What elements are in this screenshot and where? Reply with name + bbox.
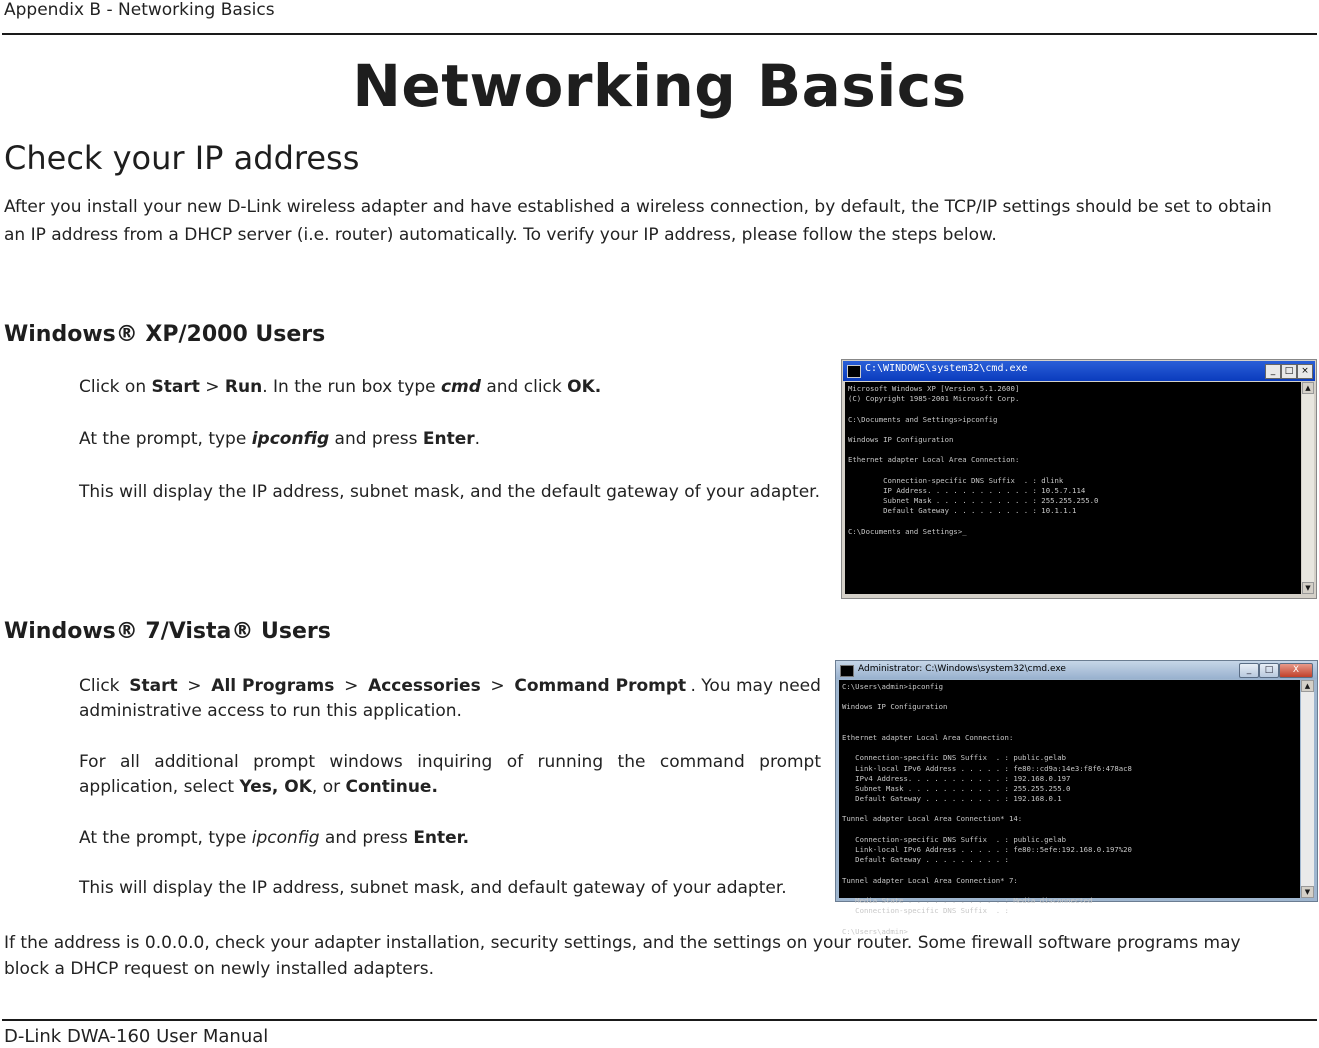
- console-line: (C) Copyright 1985-2001 Microsoft Corp.: [848, 394, 1020, 404]
- console-line: [842, 916, 1300, 926]
- console-line: Connection-specific DNS Suffix . :: [842, 906, 1009, 916]
- vista-window-title: Administrator: C:\Windows\system32\cmd.exe: [858, 664, 1066, 674]
- close-icon: X: [1279, 663, 1313, 678]
- console-line: Subnet Mask . . . . . . . . . . . : 255.255.255.0: [848, 496, 1099, 506]
- vista-step-1: Click Start > All Programs > Accessories > Command Prompt . You may need administrative access to run this application.: [79, 676, 821, 721]
- header-divider: [2, 33, 1317, 35]
- vista-scrollbar: [1301, 680, 1314, 898]
- console-line: [848, 425, 1301, 435]
- xp-window-titlebar: [843, 361, 1315, 381]
- console-line: C:\Documents and Settings>ipconfig: [848, 414, 998, 424]
- console-line: [842, 886, 1300, 896]
- console-line: Connection-specific DNS Suffix . : public.gelab: [842, 834, 1067, 844]
- console-line: Default Gateway . . . . . . . . . : 10.1.1.1: [848, 506, 1077, 516]
- xp-step-3: This will display the IP address, subnet mask, and the default gateway of your adapter.: [79, 482, 820, 502]
- console-line: Windows IP Configuration: [842, 702, 948, 712]
- console-line: IP Address. . . . . . . . . . . . : 10.5.7.114: [848, 485, 1086, 495]
- maximize-icon: □: [1259, 663, 1279, 678]
- console-line: C:\Users\admin>ipconfig: [842, 682, 944, 691]
- console-line: Tunnel adapter Local Area Connection* 7:: [842, 875, 1018, 885]
- header-section-label: Appendix B - Networking Basics: [4, 0, 275, 20]
- console-line: Media State . . . . . . . . . . . : Media disconnected: [842, 895, 1093, 905]
- vista-cmd-window-screenshot: [835, 660, 1318, 936]
- xp-cmd-window-screenshot: [841, 359, 1317, 599]
- console-line: C:\Documents and Settings>_: [848, 526, 967, 536]
- page-title: Networking Basics: [352, 52, 967, 120]
- closing-line-1: If the address is 0.0.0.0, check your adapter installation, security settings, and the settings on your router. Some firewall software programs may: [4, 933, 1241, 953]
- console-line: [842, 743, 1300, 753]
- vista-section-heading: Windows® 7/Vista® Users: [4, 619, 331, 644]
- console-line: Connection-specific DNS Suffix . : public.gelab: [842, 753, 1067, 763]
- console-line: Connection-specific DNS Suffix . : dlink: [848, 475, 1064, 485]
- console-line: [848, 404, 1301, 414]
- console-line: [848, 445, 1301, 455]
- console-line: [842, 713, 1300, 723]
- vista-console-output: [839, 680, 1300, 936]
- console-line: Microsoft Windows XP [Version 5.1.2600]: [848, 384, 1020, 393]
- cmd-icon: [847, 365, 861, 378]
- console-line: Ethernet adapter Local Area Connection:: [842, 732, 1014, 742]
- console-line: [848, 516, 1301, 526]
- xp-console-output: [845, 382, 1301, 594]
- console-line: Windows IP Configuration: [848, 434, 954, 444]
- footer-manual-label: D-Link DWA-160 User Manual: [4, 1026, 269, 1047]
- xp-scrollbar: [1302, 382, 1314, 594]
- cmd-icon: [840, 665, 854, 677]
- vista-step-2: For all additional prompt windows inquiring of running the command prompt application, select Yes, OK, or Continue.: [79, 752, 821, 797]
- console-line: [842, 723, 1300, 733]
- scroll-down-icon: ▼: [1301, 886, 1314, 898]
- minimize-icon: _: [1239, 663, 1259, 678]
- footer-divider: [2, 1019, 1317, 1021]
- console-line: Subnet Mask . . . . . . . . . . . : 255.255.255.0: [842, 783, 1071, 793]
- console-line: [842, 804, 1300, 814]
- console-line: [842, 692, 1300, 702]
- console-line: Default Gateway . . . . . . . . . :: [842, 855, 1009, 865]
- xp-step-2: At the prompt, type ipconfig and press Enter.: [79, 429, 481, 449]
- vista-step-4: This will display the IP address, subnet mask, and default gateway of your adapter.: [79, 878, 787, 898]
- console-line: C:\Users\admin>: [842, 926, 908, 936]
- xp-window-title: C:\WINDOWS\system32\cmd.exe: [865, 363, 1028, 374]
- minimize-icon: _: [1265, 364, 1281, 379]
- console-line: Link-local IPv6 Address . . . . . : fe80::cd9a:14e3:f8f6:478ac8: [842, 763, 1132, 773]
- intro-line-2: an IP address from a DHCP server (i.e. router) automatically. To verify your IP address, please follow the steps below.: [4, 225, 997, 245]
- close-icon: ×: [1297, 364, 1313, 379]
- scroll-up-icon: ▲: [1302, 382, 1314, 394]
- xp-section-heading: Windows® XP/2000 Users: [4, 322, 326, 347]
- xp-step-1: Click on Start > Run. In the run box type cmd and click OK.: [79, 377, 602, 397]
- console-line: Link-local IPv6 Address . . . . . : fe80::5efe:192.168.0.197%20: [842, 845, 1132, 854]
- section-title: Check your IP address: [4, 139, 360, 177]
- scroll-down-icon: ▼: [1302, 582, 1314, 594]
- console-line: Default Gateway . . . . . . . . . : 192.168.0.1: [842, 794, 1062, 804]
- closing-line-2: block a DHCP request on newly installed adapters.: [4, 959, 434, 979]
- console-line: [848, 466, 1301, 476]
- vista-step-3: At the prompt, type ipconfig and press Enter.: [79, 828, 470, 848]
- console-line: [842, 825, 1300, 835]
- intro-line-1: After you install your new D-Link wireless adapter and have established a wireless connection, by default, the TCP/IP settings should be set to obtain: [4, 197, 1272, 217]
- scroll-up-icon: ▲: [1301, 680, 1314, 692]
- console-line: Ethernet adapter Local Area Connection:: [848, 455, 1020, 465]
- console-line: [842, 865, 1300, 875]
- maximize-icon: □: [1281, 364, 1297, 379]
- vista-window-titlebar: [836, 661, 1317, 679]
- console-line: IPv4 Address. . . . . . . . . . . : 192.168.0.197: [842, 773, 1071, 783]
- console-line: Tunnel adapter Local Area Connection* 14:: [842, 814, 1023, 824]
